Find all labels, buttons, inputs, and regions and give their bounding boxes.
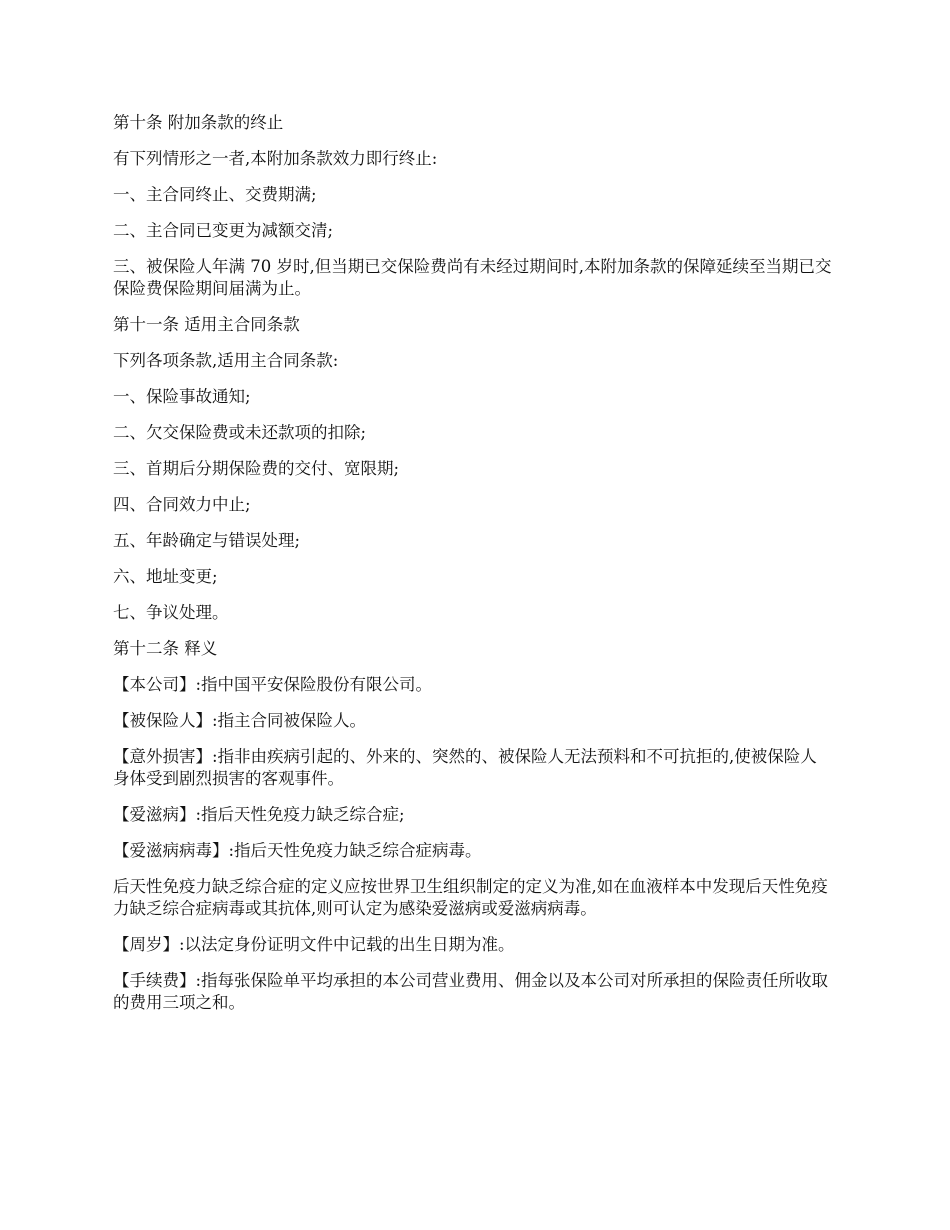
definition-company: 【本公司】:指中国平安保险股份有限公司。 [113,675,433,694]
document-body [113,112,833,1028]
definition-age: 【周岁】:以法定身份证明文件中记载的出生日期为准。 [113,935,515,954]
article-11-item-4: 四、合同效力中止; [113,495,251,514]
definition-fees: 【手续费】:指每张保险单平均承担的本公司营业费用、佣金以及本公司对所承担的保险责任所收取的费用三项之和。 [113,971,829,1012]
article-10-item-2: 二、主合同已变更为减额交清; [113,221,334,240]
article-11-item-5: 五、年龄确定与错误处理; [113,531,301,550]
article-10-heading: 第十条 附加条款的终止 [113,113,284,132]
article-11-intro: 下列各项条款,适用主合同条款: [113,351,339,370]
article-11-item-7: 七、争议处理。 [113,603,229,622]
article-11-item-1: 一、保险事故通知; [113,387,251,406]
article-11-heading: 第十一条 适用主合同条款 [113,315,300,334]
article-11-item-6: 六、地址变更; [113,567,218,586]
definition-aids: 【爱滋病】:指后天性免疫力缺乏综合症; [113,805,405,824]
definition-accidental-injury: 【意外损害】:指非由疾病引起的、外来的、突然的、被保险人无法预料和不可抗拒的,使被保险人身体受到剧烈损害的客观事件。 [113,747,817,788]
article-10-item-1: 一、主合同终止、交费期满; [113,185,317,204]
article-11-item-3: 三、首期后分期保险费的交付、宽限期; [113,459,400,478]
article-12-heading: 第十二条 释义 [113,639,218,658]
article-10-intro: 有下列情形之一者,本附加条款效力即行终止: [113,149,438,168]
definition-hiv: 【爱滋病病毒】:指后天性免疫力缺乏综合症病毒。 [113,841,482,860]
definition-insured: 【被保险人】:指主合同被保险人。 [113,711,367,730]
aids-definition-note: 后天性免疫力缺乏综合症的定义应按世界卫生组织制定的定义为准,如在血液样本中发现后天性免疫力缺乏综合症病毒或其抗体,则可认定为感染爱滋病或爱滋病病毒。 [113,877,828,918]
article-11-item-2: 二、欠交保险费或未还款项的扣除; [113,423,367,442]
article-10-item-3: 三、被保险人年满 70 岁时,但当期已交保险费尚有未经过期间时,本附加条款的保障延续至当期已交保险费保险期间届满为止。 [113,257,832,298]
